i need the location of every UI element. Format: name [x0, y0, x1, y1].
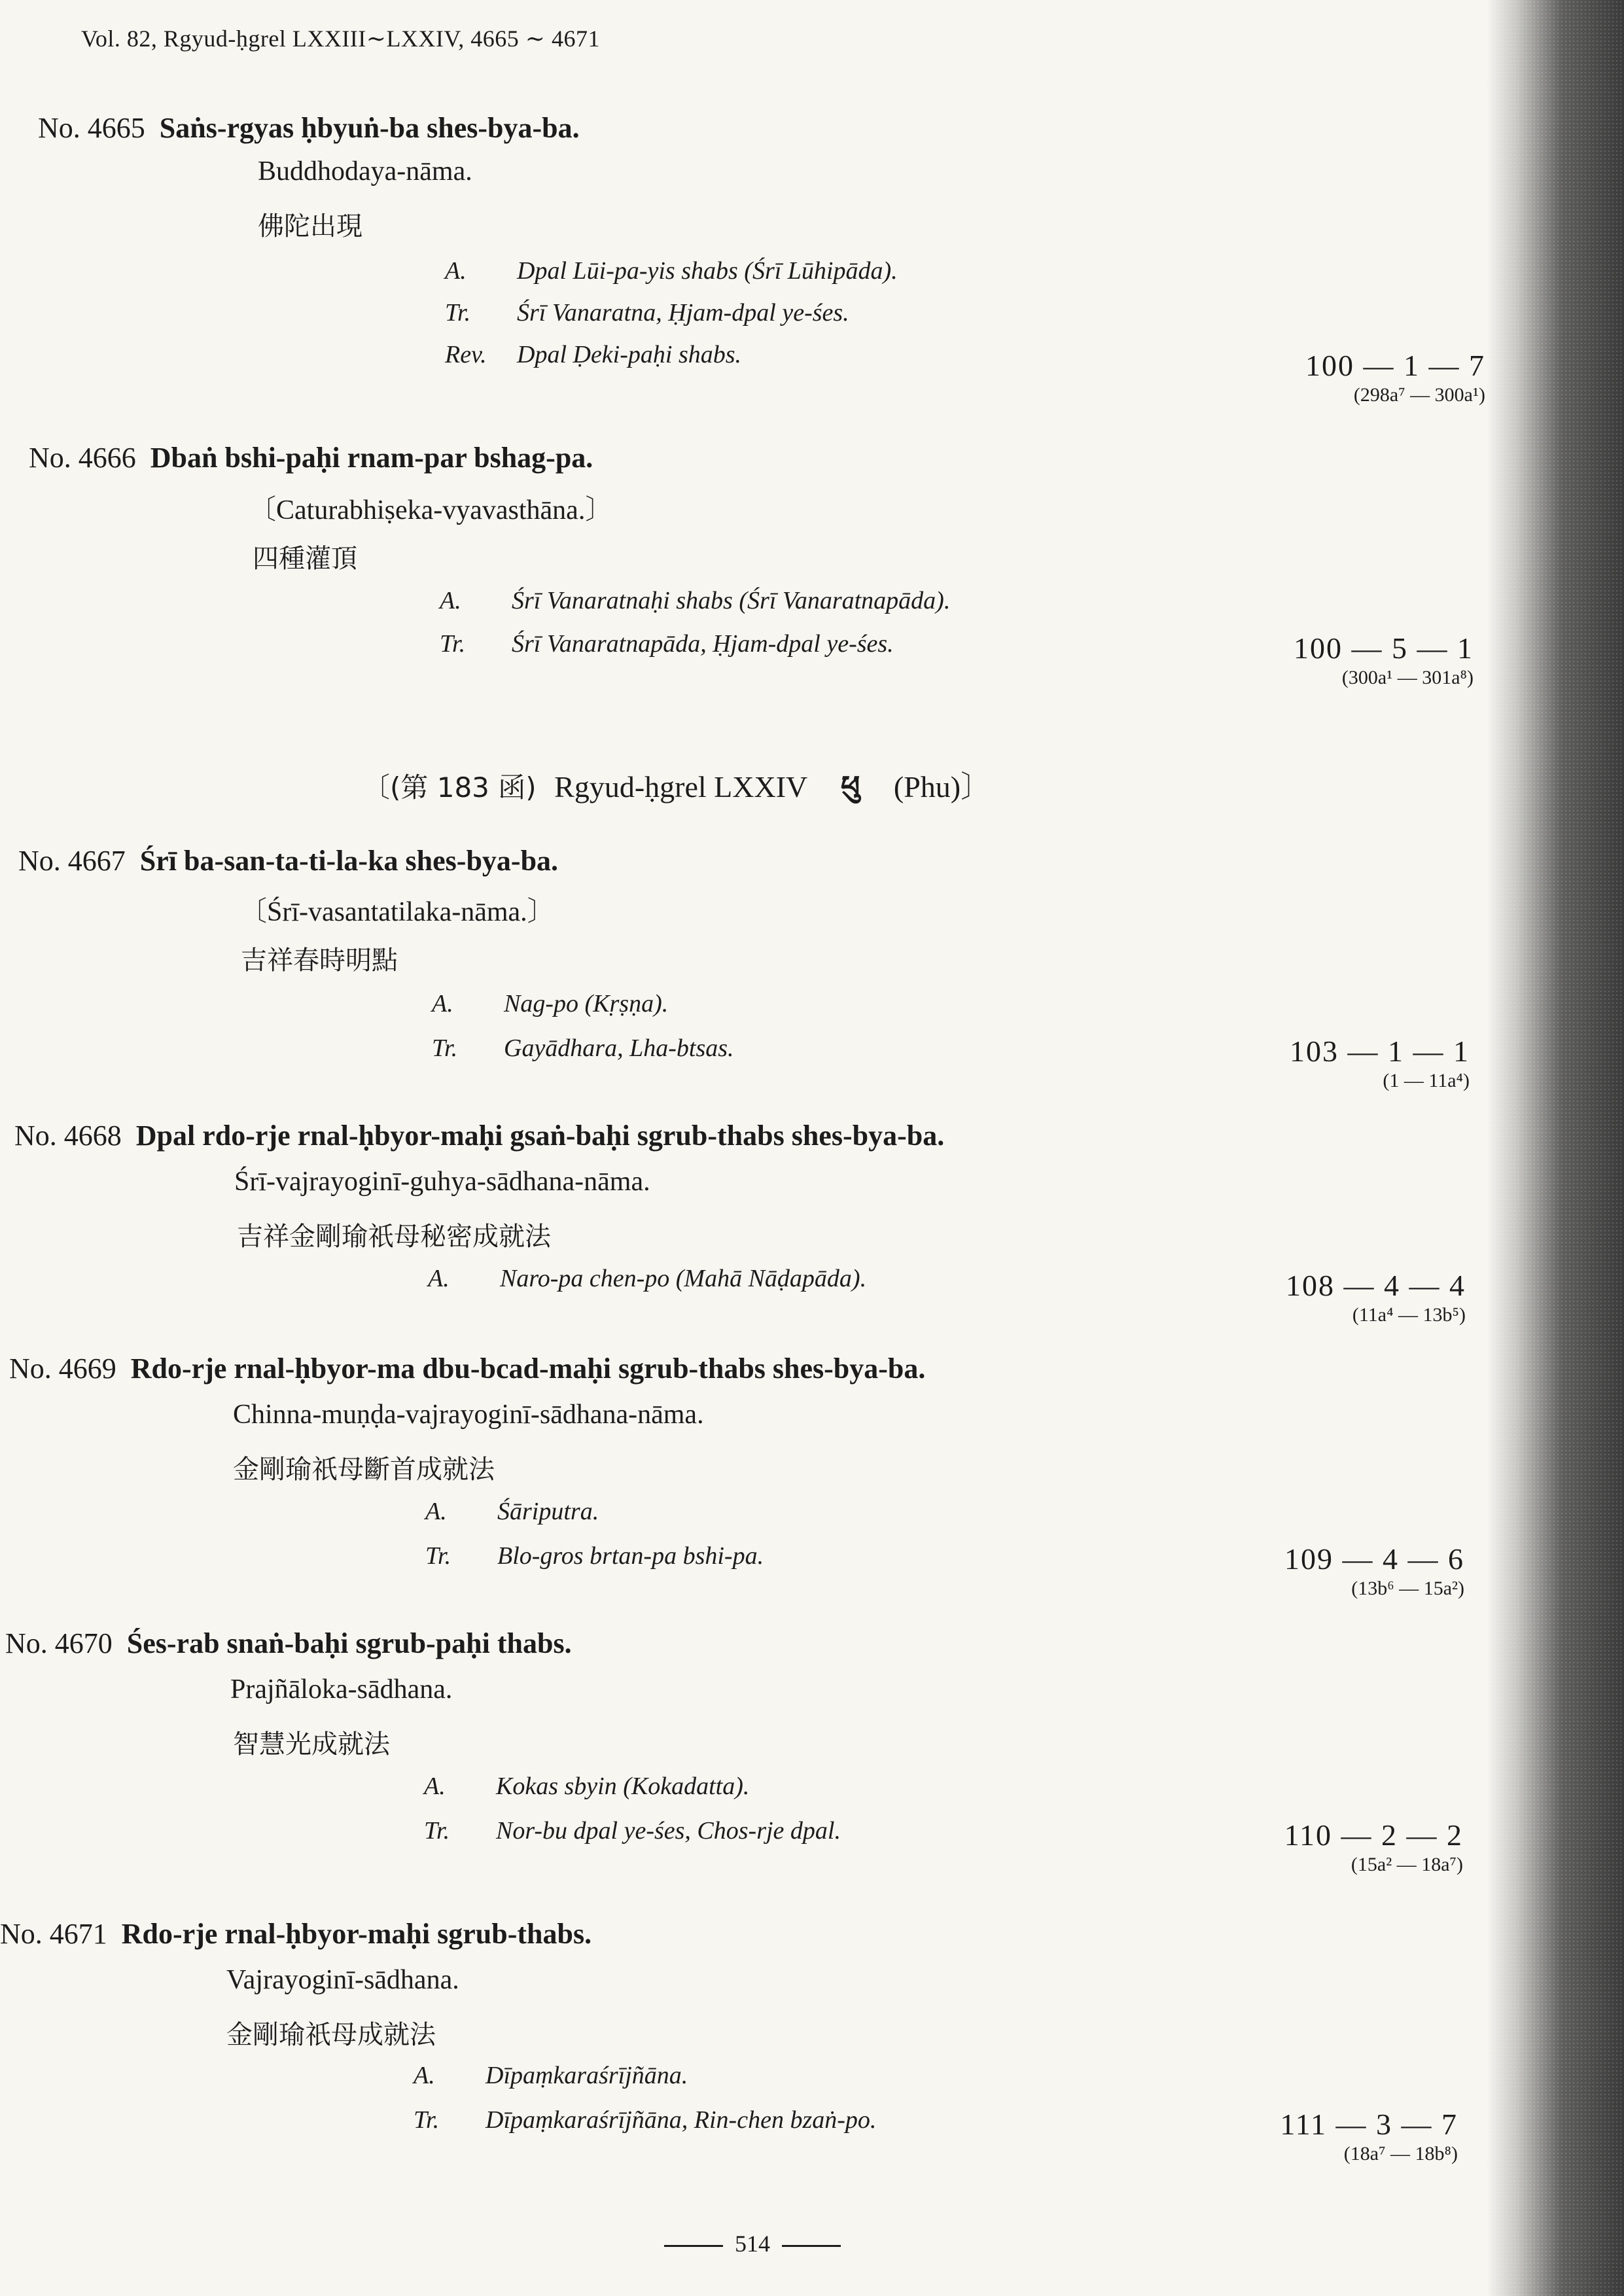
attribution-line: A. Dīpaṃkaraśrījñāna. — [414, 2062, 688, 2089]
entry-number: No. 4671 — [0, 1918, 107, 1950]
entry-title — [9, 1352, 925, 1385]
entry-title — [29, 441, 593, 474]
ref-folio-range: (15a² — 18a⁷) — [1350, 1854, 1463, 1875]
page-number: 514 — [735, 2231, 770, 2257]
attribution-line: A. Naro-pa chen-po (Mahā Nāḍapāda). — [428, 1265, 867, 1292]
location-ref — [1263, 348, 1485, 406]
attribution-line: Tr. Nor-bu dpal ye-śes, Chos-rje dpal. — [424, 1817, 841, 1845]
tibetan-title: Dpal rdo-rje rnal-ḥbyor-maḥi gsaṅ-baḥi sgrub-thabs shes-bya-ba. — [135, 1120, 945, 1152]
footer-rule-right — [782, 2245, 841, 2247]
sanskrit-title: Chinna-muṇḍa-vajrayoginī-sādhana-nāma. — [233, 1400, 704, 1430]
entry-number: No. 4665 — [38, 112, 145, 144]
attribution-line: Tr. Gayādhara, Lha-btsas. — [432, 1034, 734, 1062]
attribution-line: A. Kokas sbyin (Kokadatta). — [424, 1773, 750, 1800]
sanskrit-title: 〔Śrī-vasantatilaka-nāma.〕 — [239, 897, 555, 927]
attribution-line: Rev. Dpal Ḍeki-paḥi shabs. — [445, 341, 742, 368]
page-footer — [0, 2230, 1505, 2257]
location-ref — [1247, 1034, 1470, 1092]
chinese-title: 吉祥金剛瑜祇母秘密成就法 — [237, 1222, 551, 1252]
scan-texture — [1493, 0, 1624, 2296]
footer-rule-left — [664, 2245, 723, 2247]
ref-volume-page-line: 108 — 4 — 4 — [1286, 1269, 1466, 1302]
chinese-title: 佛陀出現 — [258, 211, 362, 241]
running-header: Vol. 82, Rgyud-ḥgrel LXXIII∼LXXIV, 4665 ∼ 4671 — [81, 26, 600, 52]
ref-folio-range: (300a¹ — 301a⁸) — [1341, 667, 1474, 688]
sanskrit-title: 〔Caturabhiṣeka-vyavasthāna.〕 — [249, 495, 613, 525]
location-ref — [1243, 1268, 1466, 1326]
tibetan-title: Śrī ba-san-ta-ti-la-ka shes-bya-ba. — [139, 845, 559, 877]
ref-folio-range: (298a⁷ — 300a¹) — [1353, 384, 1485, 406]
attribution-line: A. Nag-po (Kṛṣṇa). — [432, 990, 669, 1017]
entry-title — [38, 111, 580, 145]
entry-number: No. 4670 — [5, 1627, 113, 1659]
chinese-title: 金剛瑜祇母成就法 — [226, 2020, 436, 2050]
entry-title — [0, 1917, 591, 1951]
section-volume-number: 〔(第 183 函) — [362, 771, 537, 804]
chinese-title: 智慧光成就法 — [233, 1729, 390, 1759]
attribution-line: A. Śāriputra. — [425, 1498, 599, 1525]
ref-folio-range: (1 — 11a⁴) — [1383, 1070, 1470, 1091]
entry-title — [5, 1627, 572, 1660]
tibetan-title: Saṅs-rgyas ḥbyuṅ-ba shes-bya-ba. — [159, 112, 580, 144]
ref-volume-page-line: 100 — 5 — 1 — [1294, 631, 1474, 665]
location-ref — [1241, 1818, 1463, 1876]
attribution-line: Tr. Śrī Vanaratnapāda, Ḥjam-dpal ye-śes. — [440, 630, 894, 658]
location-ref — [1235, 2107, 1458, 2165]
ref-volume-page-line: 100 — 1 — 7 — [1305, 349, 1485, 382]
section-heading — [362, 754, 991, 838]
ref-folio-range: (11a⁴ — 13b⁵) — [1352, 1304, 1466, 1326]
location-ref — [1251, 631, 1474, 689]
tibetan-letter-glyph: ཕུ — [840, 770, 860, 804]
chinese-title: 金剛瑜祇母斷首成就法 — [233, 1455, 495, 1485]
ref-volume-page-line: 103 — 1 — 1 — [1290, 1034, 1470, 1068]
tibetan-title: Rdo-rje rnal-ḥbyor-maḥi sgrub-thabs. — [121, 1918, 592, 1950]
tibetan-title: Śes-rab snaṅ-baḥi sgrub-paḥi thabs. — [126, 1627, 572, 1659]
section-title: Rgyud-ḥgrel LXXIV — [554, 770, 807, 804]
location-ref — [1242, 1542, 1464, 1600]
entry-title — [18, 844, 558, 877]
attribution-line: A. Śrī Vanaratnaḥi shabs (Śrī Vanaratnapāda). — [440, 587, 951, 614]
entry-number: No. 4666 — [29, 442, 136, 474]
entry-number: No. 4667 — [18, 845, 126, 877]
ref-volume-page-line: 110 — 2 — 2 — [1284, 1818, 1463, 1852]
ref-folio-range: (13b⁶ — 15a²) — [1351, 1578, 1464, 1599]
section-romanization: (Phu)〕 — [893, 770, 991, 804]
sanskrit-title: Prajñāloka-sādhana. — [230, 1674, 453, 1704]
chinese-title: 吉祥春時明點 — [241, 945, 398, 976]
attribution-line: Tr. Blo-gros brtan-pa bshi-pa. — [425, 1542, 764, 1570]
entry-number: No. 4668 — [14, 1120, 122, 1152]
attribution-line: Tr. Śrī Vanaratna, Ḥjam-dpal ye-śes. — [445, 299, 849, 327]
attribution-line: A. Dpal Lūi-pa-yis shabs (Śrī Lūhipāda). — [445, 257, 898, 285]
attribution-line: Tr. Dīpaṃkaraśrījñāna, Rin-chen bzaṅ-po. — [414, 2106, 877, 2134]
chinese-title: 四種灌頂 — [253, 544, 357, 574]
tibetan-title: Dbaṅ bshi-paḥi rnam-par bshag-pa. — [150, 442, 593, 474]
entry-title — [14, 1119, 944, 1152]
ref-folio-range: (18a⁷ — 18b⁸) — [1343, 2143, 1458, 2164]
sanskrit-title: Buddhodaya-nāma. — [258, 156, 472, 186]
ref-volume-page-line: 111 — 3 — 7 — [1280, 2108, 1458, 2141]
tibetan-title: Rdo-rje rnal-ḥbyor-ma dbu-bcad-maḥi sgrub-thabs shes-bya-ba. — [130, 1352, 926, 1385]
ref-volume-page-line: 109 — 4 — 6 — [1284, 1542, 1464, 1576]
entry-number: No. 4669 — [9, 1352, 116, 1385]
sanskrit-title: Śrī-vajrayoginī-guhya-sādhana-nāma. — [234, 1167, 650, 1197]
sanskrit-title: Vajrayoginī-sādhana. — [226, 1965, 459, 1995]
